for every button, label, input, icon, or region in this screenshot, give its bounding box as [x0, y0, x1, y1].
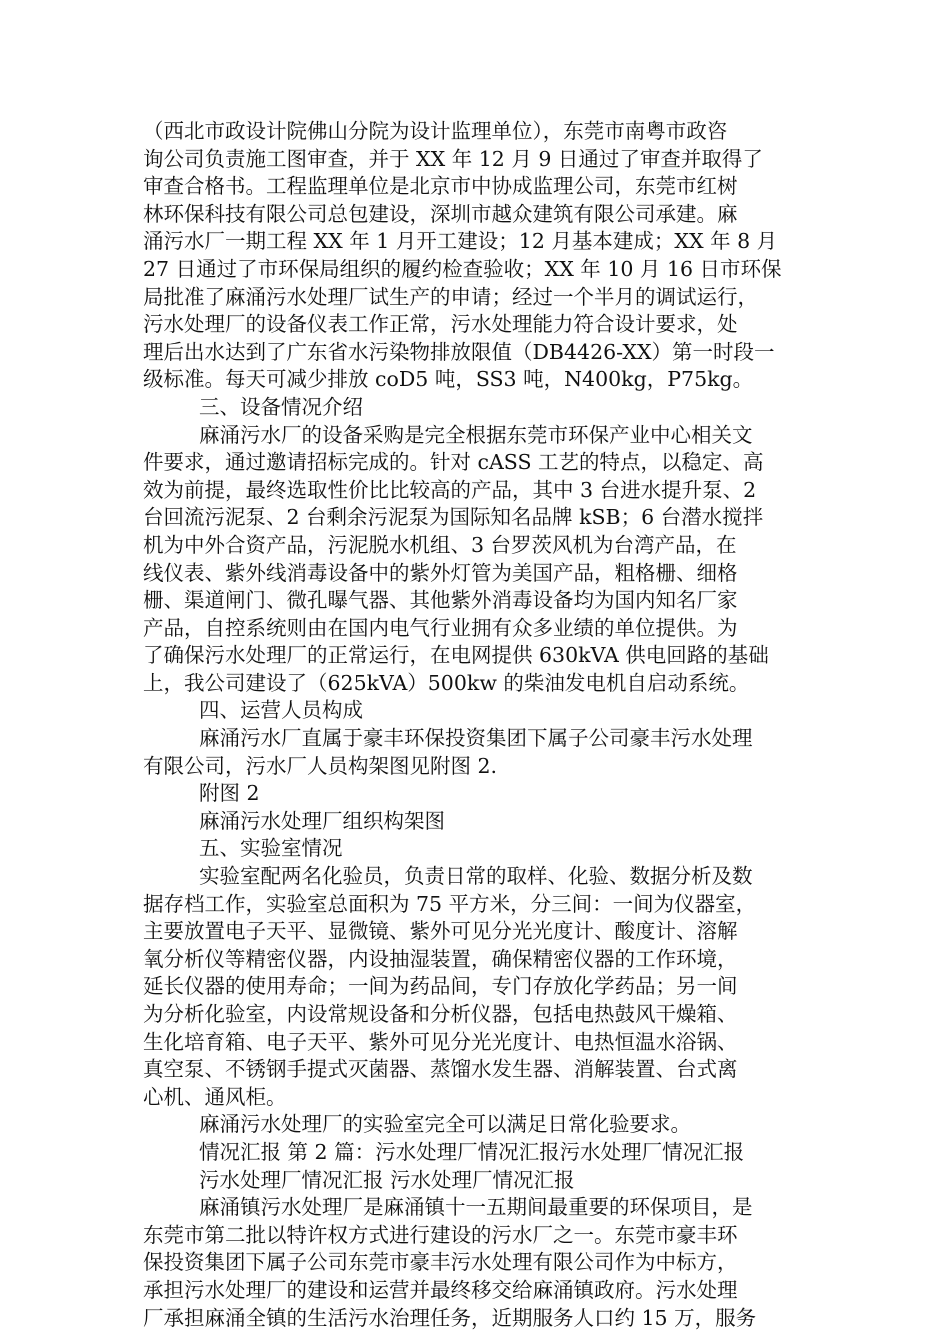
- text-line: 审查合格书。工程监理单位是北京市中协成监理公司，东莞市红树: [143, 174, 738, 199]
- text-line: 麻涌污水处理厂组织构架图: [199, 808, 445, 833]
- text-line: 林环保科技有限公司总包建设，深圳市越众建筑有限公司承建。麻: [143, 201, 738, 226]
- text-line: 为分析化验室，内设常规设备和分析仪器，包括电热鼓风干燥箱、: [143, 1002, 738, 1026]
- text-line: 五、实验室情况: [199, 836, 343, 861]
- text-line: 上，我公司建设了（625kVA）500kw 的柴油发电机自启动系统。: [143, 670, 750, 695]
- text-line: 询公司负责施工图审查，并于 XX 年 12 月 9 日通过了审查并取得了: [143, 146, 763, 171]
- text-line: 27 日通过了市环保局组织的履约检查验收；XX 年 10 月 16 日市环保: [143, 256, 782, 281]
- text-line: 栅、渠道闸门、微孔曝气器、其他紫外消毒设备均为国内知名厂家: [143, 588, 738, 613]
- text-line: 据存档工作，实验室总面积为 75 平方米，分三间：一间为仪器室，: [143, 891, 757, 916]
- text-line: 心机、通风柜。: [143, 1084, 287, 1109]
- text-line: 机为中外合资产品，污泥脱水机组、3 台罗茨风机为台湾产品，在: [143, 532, 737, 557]
- text-line: 麻涌镇污水处理厂是麻涌镇十一五期间最重要的环保项目，是: [199, 1195, 753, 1220]
- text-line: 延长仪器的使用寿命；一间为药品间，专门存放化学药品；另一间: [143, 974, 738, 999]
- text-line: 主要放置电子天平、显微镜、紫外可见分光光度计、酸度计、溶解: [143, 919, 738, 944]
- text-line: 涌污水厂一期工程 XX 年 1 月开工建设；12 月基本建成；XX 年 8 月: [143, 229, 778, 254]
- text-line: 东莞市第二批以特许权方式进行建设的污水厂之一。东莞市豪丰环: [143, 1222, 738, 1247]
- text-line: 情况汇报 第 2 篇：污水处理厂情况汇报污水处理厂情况汇报: [199, 1139, 745, 1164]
- text-line: 氧分析仪等精密仪器，内设抽湿装置，确保精密仪器的工作环境，: [143, 946, 738, 971]
- text-line: 实验室配两名化验员，负责日常的取样、化验、数据分析及数: [199, 864, 753, 889]
- text-line: 污水处理厂的设备仪表工作正常，污水处理能力符合设计要求，处: [143, 312, 738, 337]
- text-line: 三、设备情况介绍: [199, 394, 363, 419]
- text-line: 厂承担麻涌全镇的生活污水治理任务，近期服务人口约 15 万，服务: [143, 1305, 757, 1330]
- text-line: 保投资集团下属子公司东莞市豪丰污水处理有限公司作为中标方，: [143, 1250, 738, 1275]
- text-line: 四、运营人员构成: [199, 698, 363, 723]
- document-body: [143, 118, 808, 1332]
- text-line: 生化培育箱、电子天平、紫外可见分光光度计、电热恒温水浴锅、: [143, 1029, 738, 1054]
- text-line: 真空泵、不锈钢手提式灭菌器、蒸馏水发生器、消解装置、台式离: [143, 1057, 738, 1082]
- text-line: 污水处理厂情况汇报 污水处理厂情况汇报: [199, 1167, 575, 1192]
- text-line: 有限公司，污水厂人员构架图见附图 2.: [143, 753, 498, 778]
- text-line: 附图 2: [199, 781, 260, 806]
- text-line: 件要求，通过邀请招标完成的。针对 cASS 工艺的特点，以稳定、高: [143, 450, 764, 475]
- text-line: 了确保污水处理厂的正常运行，在电网提供 630kVA 供电回路的基础: [143, 643, 769, 668]
- text-line: 产品，自控系统则由在国内电气行业拥有众多业绩的单位提供。为: [143, 615, 738, 640]
- text-line: 麻涌污水处理厂的实验室完全可以满足日常化验要求。: [199, 1112, 691, 1137]
- text-line: （西北市政设计院佛山分院为设计监理单位），东莞市南粤市政咨: [143, 119, 728, 143]
- text-line: 麻涌污水厂直属于豪丰环保投资集团下属子公司豪丰污水处理: [199, 726, 753, 751]
- text-line: 麻涌污水厂的设备采购是完全根据东莞市环保产业中心相关文: [199, 422, 753, 447]
- text-line: 效为前提，最终选取性价比比较高的产品，其中 3 台进水提升泵、2: [143, 477, 757, 502]
- text-line: 承担污水处理厂的建设和运营并最终移交给麻涌镇政府。污水处理: [143, 1277, 738, 1302]
- text-line: 理后出水达到了广东省水污染物排放限值（DB4426-XX）第一时段一: [143, 339, 775, 364]
- text-line: 台回流污泥泵、2 台剩余污泥泵为国际知名品牌 kSB；6 台潜水搅拌: [143, 505, 764, 530]
- text-line: 局批准了麻涌污水处理厂试生产的申请；经过一个半月的调试运行，: [143, 284, 758, 309]
- text-line: 线仪表、紫外线消毒设备中的紫外灯管为美国产品，粗格栅、细格: [143, 560, 738, 585]
- text-line: 级标准。每天可减少排放 coD5 吨，SS3 吨，N400kg，P75kg。: [143, 367, 754, 392]
